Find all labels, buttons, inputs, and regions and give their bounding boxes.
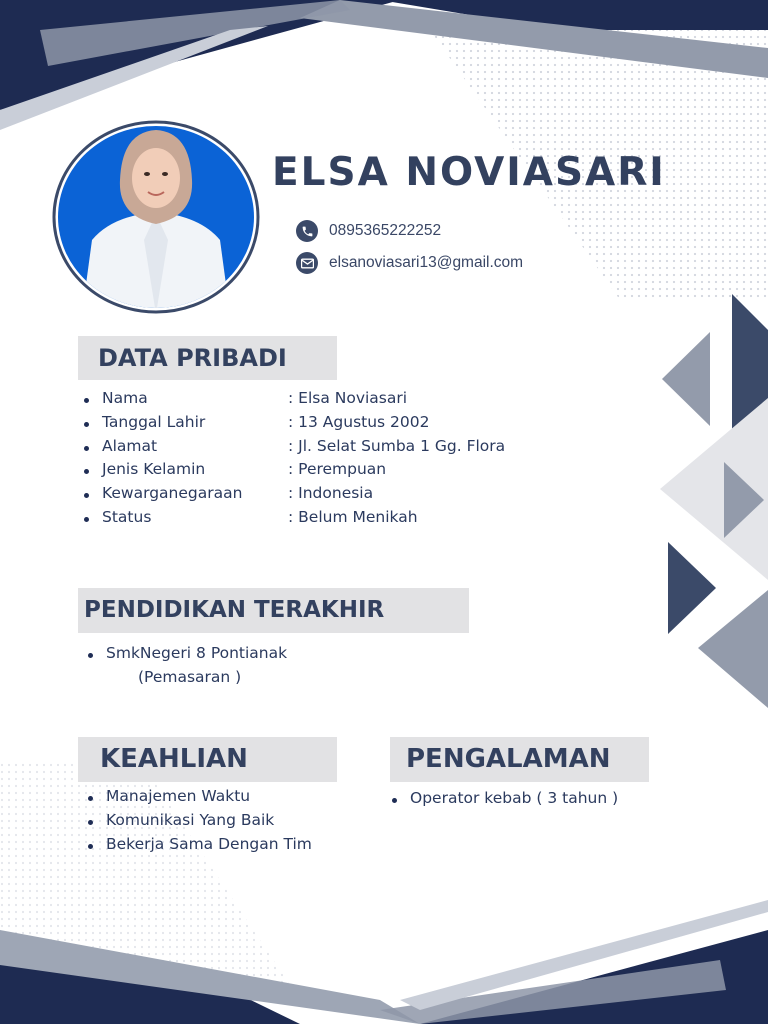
field-label: Tanggal Lahir xyxy=(102,412,206,431)
full-name: ELSA NOVIASARI xyxy=(272,150,666,195)
field-label: Jenis Kelamin xyxy=(102,460,206,479)
field-value: : Perempuan xyxy=(288,460,387,479)
pendidikan-title: PENDIDIKAN TERAKHIR xyxy=(84,597,385,623)
data-pribadi-list xyxy=(78,387,558,530)
list-item xyxy=(386,787,686,811)
email-address: elsanoviasari13@gmail.com xyxy=(329,254,524,271)
list-item xyxy=(78,458,558,482)
field-value: : Belum Menikah xyxy=(288,507,418,526)
school-major: (Pemasaran ) xyxy=(138,668,242,686)
keahlian-heading xyxy=(78,737,337,782)
field-label: Alamat xyxy=(102,436,158,455)
list-item xyxy=(78,506,558,530)
field-value: : Indonesia xyxy=(288,484,374,503)
skill-label: Komunikasi Yang Baik xyxy=(106,810,275,829)
skill-label: Manajemen Waktu xyxy=(106,787,251,805)
field-label: Status xyxy=(102,507,152,526)
field-value: : 13 Agustus 2002 xyxy=(288,412,430,431)
email-contact xyxy=(296,252,523,274)
experience-label: Operator kebab ( 3 tahun ) xyxy=(410,789,619,807)
field-value: : Jl. Selat Sumba 1 Gg. Flora xyxy=(288,436,506,455)
field-label: Nama xyxy=(102,389,148,407)
field-label: Kewarganegaraan xyxy=(102,484,243,503)
phone-contact xyxy=(296,220,441,242)
pendidikan-heading xyxy=(78,588,469,633)
list-item xyxy=(82,833,382,857)
pengalaman-list xyxy=(386,787,686,811)
profile-photo xyxy=(52,120,260,314)
email-icon xyxy=(296,252,318,274)
list-item xyxy=(78,411,558,435)
pengalaman-heading xyxy=(390,737,649,782)
school-name: SmkNegeri 8 Pontianak xyxy=(106,644,288,662)
list-item xyxy=(78,435,558,459)
data-pribadi-title: DATA PRIBADI xyxy=(98,344,287,372)
keahlian-title: KEAHLIAN xyxy=(100,744,248,774)
pendidikan-list xyxy=(82,642,382,666)
data-pribadi-heading xyxy=(78,336,337,380)
phone-number: 0895365222252 xyxy=(329,222,442,239)
list-item xyxy=(82,785,382,809)
field-value: : Elsa Noviasari xyxy=(288,389,408,407)
skill-label: Bekerja Sama Dengan Tim xyxy=(106,834,312,853)
list-item xyxy=(82,809,382,833)
keahlian-list xyxy=(82,785,382,856)
phone-icon xyxy=(296,220,318,242)
pengalaman-title: PENGALAMAN xyxy=(406,744,611,774)
list-item xyxy=(82,642,382,666)
list-item xyxy=(78,387,558,411)
list-item xyxy=(78,482,558,506)
